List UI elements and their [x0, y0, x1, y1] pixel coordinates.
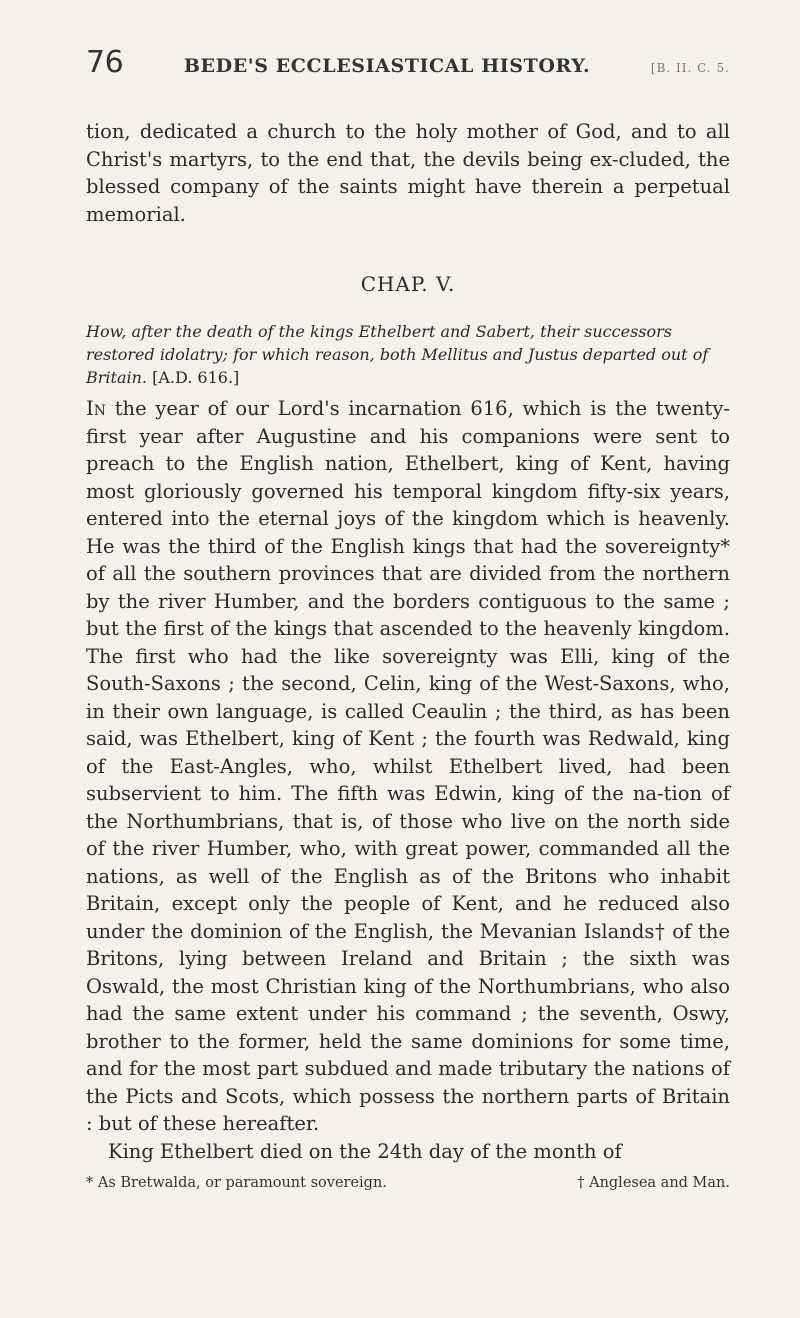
- running-header: [86, 45, 730, 80]
- chapter-date: [A.D. 616.]: [152, 368, 240, 387]
- page-number: 76: [86, 45, 124, 80]
- continuation-paragraph: tion, dedicated a church to the holy mother of God, and to all Christ's martyrs, to the end that, the devils being ex-cluded, the blessed company of the saints might have therein a perpetual memorial.: [86, 120, 730, 226]
- body-paragraph-2: King Ethelbert died on the 24th day of the month of: [108, 1139, 622, 1163]
- chapter-summary-text: How, after the death of the kings Ethelbert and Sabert, their successors restored idolatry; for which reason, both Mellitus and Justus departed out of Britain.: [86, 322, 709, 387]
- chapter-summary: [86, 320, 730, 389]
- footnotes: [86, 1175, 730, 1191]
- footnote-2: † Anglesea and Man.: [577, 1175, 730, 1191]
- body-paragraph-1-text: the year of our Lord's incarnation 616, which is the twenty-first year after Augustine and his companions were sent to preach to the English nation, Ethelbert, king of Kent, having most gloriously governed his temporal kingdom fifty-six years, entered into the eternal joys of the kingdom which is heavenly. He was the third of the English kings that had the sovereignty* of all the southern provinces that are divided from the northern by the river Humber, and the borders contiguous to the same ; but the first of the kings that ascended to the heavenly kingdom. The first who had the like sovereignty was Elli, king of the South-Saxons ; the second, Celin, king of the West-Saxons, who, in their own language, is called Ceaulin ; the third, as has been said, was Ethelbert, king of Kent ; the fourth was Redwald, king of the East-Angles, who, whilst Ethelbert lived, had been subservient to him. The fifth was Edwin, king of the na-tion of the Northumbrians, that is, of those who live on the north side of the river Humber, who, with great power, commanded all the nations, as well of the English as of the Britons who inhabit Britain, except only the people of Kent, and he reduced also under the dominion of the English, the Mevanian Islands† of the Britons, lying between Ireland and Britain ; the sixth was Oswald, the most Christian king of the Northumbrians, who also had the same extent under his command ; the seventh, Oswy, brother to the former, held the same dominions for some time, and for the most part subdued and made tributary the nations of the Picts and Scots, which possess the northern parts of Britain : but of these hereafter.: [86, 397, 731, 1135]
- opening-word: In: [86, 397, 106, 420]
- running-title: BEDE'S ECCLESIASTICAL HISTORY.: [183, 55, 591, 77]
- body-paragraph-1: [86, 395, 730, 1138]
- chapter-heading: CHAP. V.: [360, 272, 456, 296]
- running-section-mark: [B. II. C. 5.: [650, 61, 730, 75]
- footnote-1: * As Bretwalda, or paramount sovereign.: [86, 1175, 387, 1191]
